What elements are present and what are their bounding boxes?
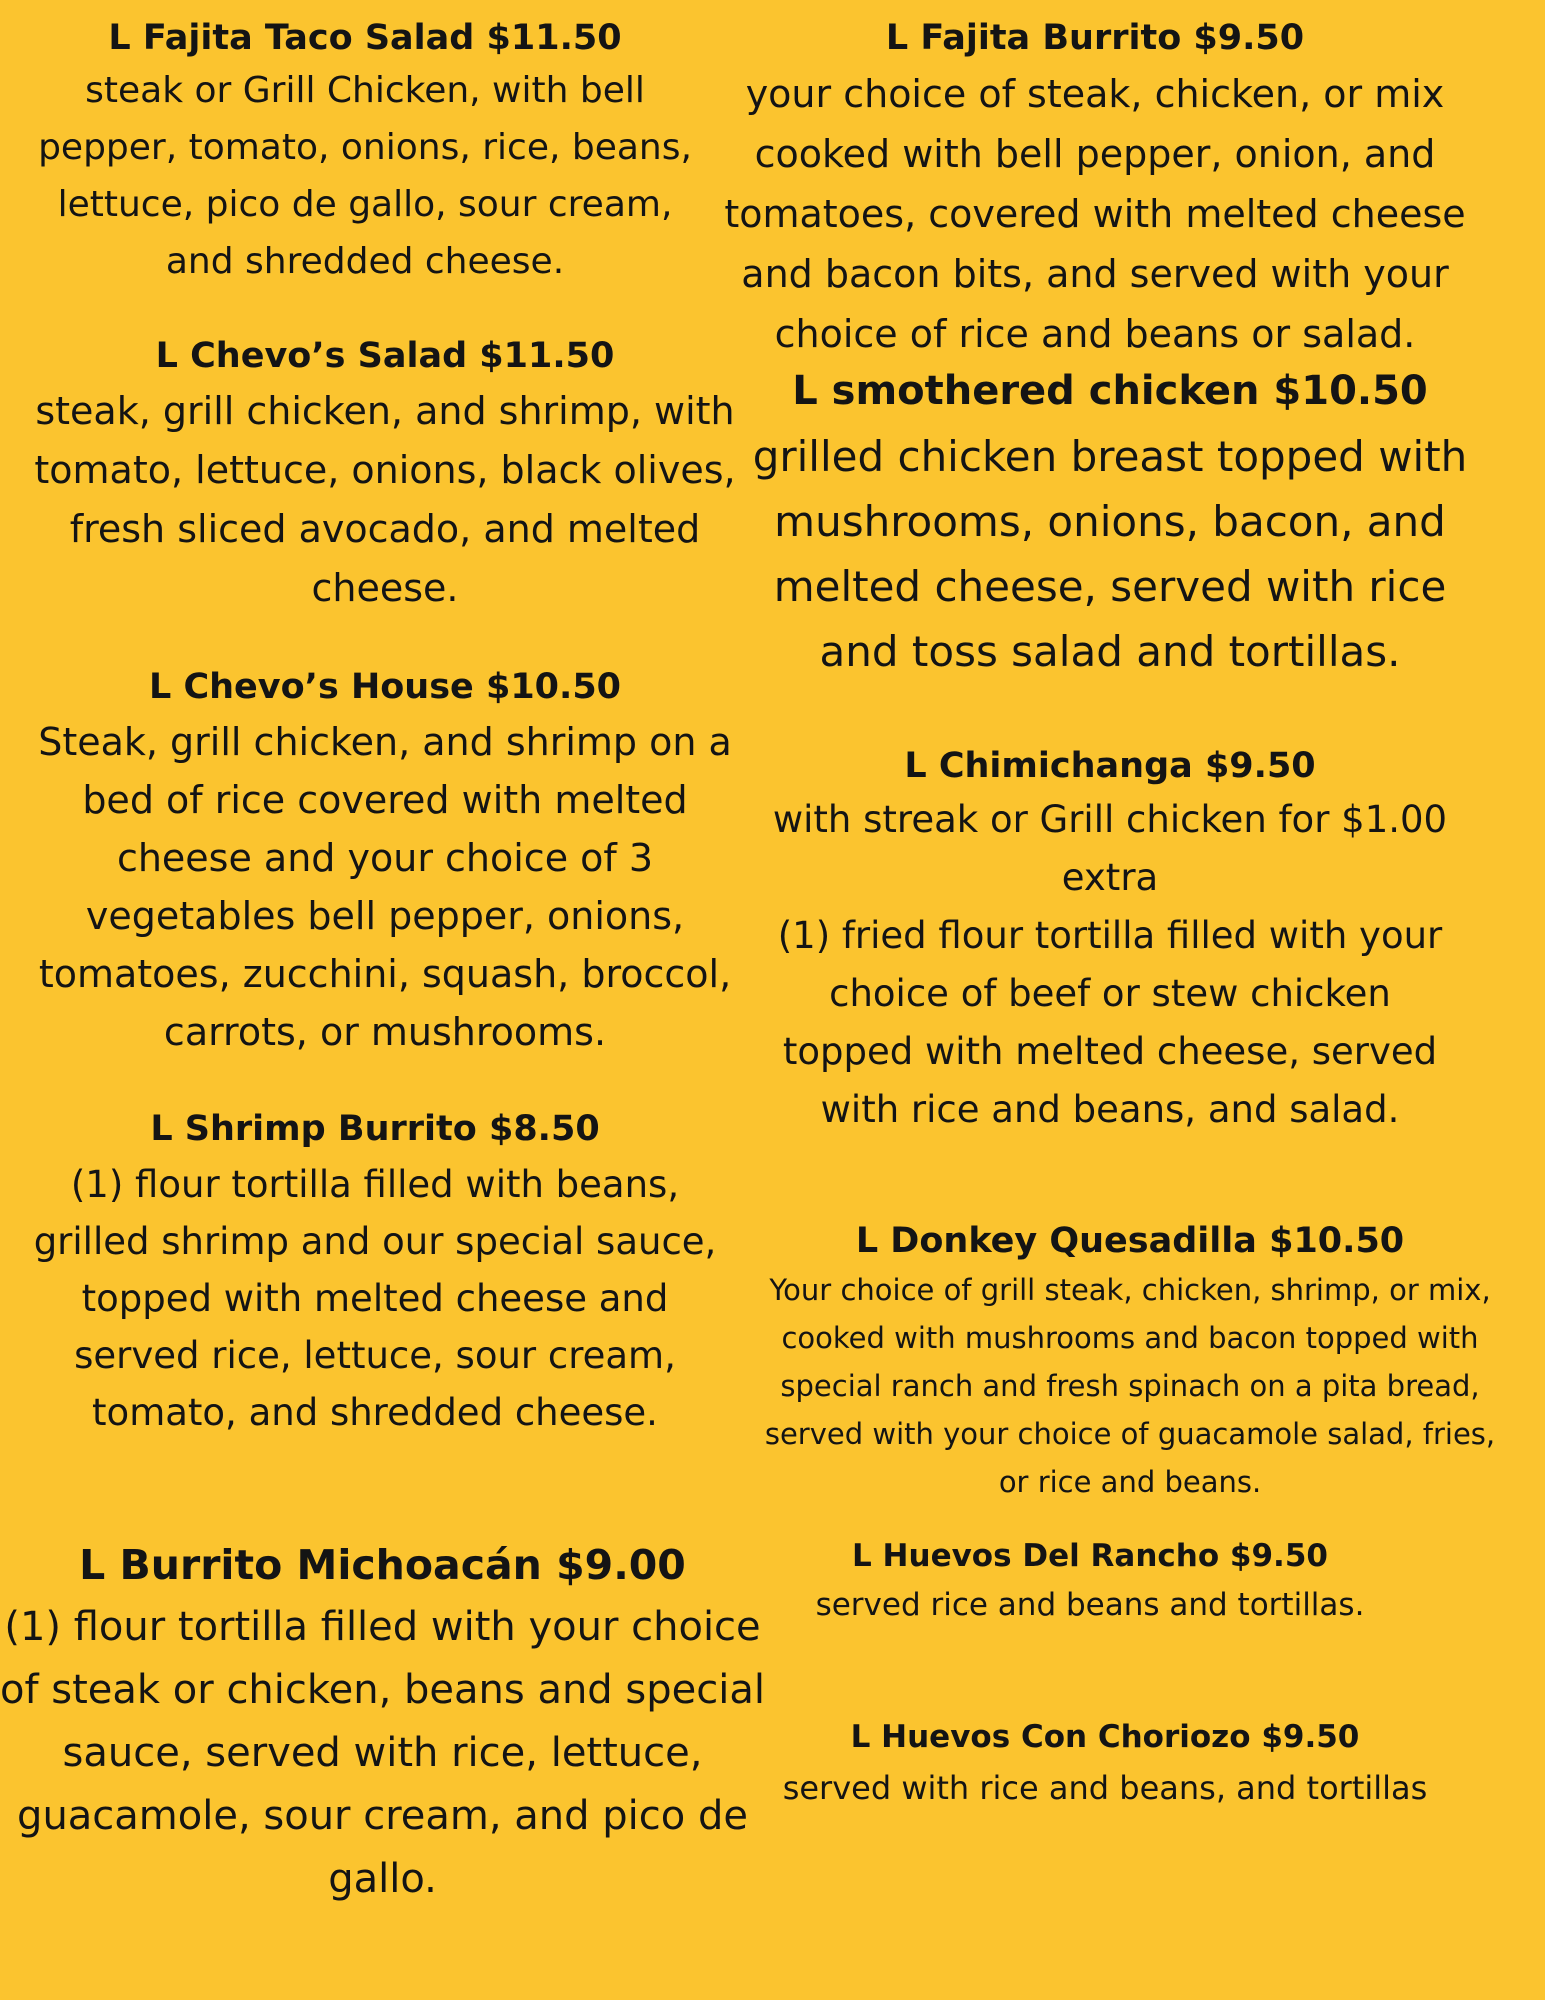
item-title: L Fajita Burrito $9.50 xyxy=(885,18,1305,58)
item-title: L Huevos Del Rancho $9.50 xyxy=(852,1538,1328,1574)
menu-item-chevos-salad xyxy=(20,330,750,618)
item-description: grilled chicken breast topped with mushrooms, onions, bacon, and melted cheese, served with rice and toss salad and tortillas. xyxy=(752,432,1468,676)
item-title: L Burrito Michoacán $9.00 xyxy=(79,1541,686,1589)
item-description: steak, grill chicken, and shrimp, with tomato, lettuce, onions, black olives, fresh sliced avocado, and melted cheese. xyxy=(34,389,736,610)
item-title: L Fajita Taco Salad $11.50 xyxy=(108,18,622,58)
item-description: Steak, grill chicken, and shrimp on a bed of rice covered with melted cheese and your choice of 3 vegetables bell pepper, onions, tomatoes, zucchini, squash, broccol, carrots, or mushrooms. xyxy=(38,720,732,1054)
menu-item-chimichanga xyxy=(760,741,1460,1139)
menu-item-fajita-burrito xyxy=(700,12,1490,364)
item-title: L Donkey Quesadilla $10.50 xyxy=(855,1221,1405,1261)
menu-item-fajita-taco-salad xyxy=(20,14,710,290)
item-title: L Shrimp Burrito $8.50 xyxy=(150,1109,600,1149)
menu-item-shrimp-burrito xyxy=(20,1102,730,1441)
item-title: L Chevo’s House $10.50 xyxy=(148,667,622,707)
item-description: your choice of steak, chicken, or mix cooked with bell pepper, onion, and tomatoes, covered with melted cheese and bacon bits, and served with your choice of rice and beans or salad. xyxy=(724,72,1466,356)
menu-item-smothered-chicken xyxy=(735,358,1485,684)
item-description: served rice and beans and tortillas. xyxy=(815,1587,1365,1623)
item-note: with streak or Grill chicken for $1.00 extra xyxy=(772,798,1448,899)
item-title: L Huevos Con Choriozo $9.50 xyxy=(850,1719,1360,1755)
item-description: served with rice and beans, and tortillas xyxy=(782,1769,1428,1807)
item-title: L smothered chicken $10.50 xyxy=(792,368,1428,414)
item-description: (1) flour tortilla filled with your choice of steak or chicken, beans and special sauce, served with rice, lettuce, guacamole, sour cream, and pico de gallo. xyxy=(0,1604,765,1902)
item-description: Your choice of grill steak, chicken, shrimp, or mix, cooked with mushrooms and bacon topped with special ranch and fresh spinach on a pita bread, served with your choice of guacamole salad, fries, or rice and beans. xyxy=(764,1273,1496,1499)
item-description: (1) flour tortilla filled with beans, grilled shrimp and our special sauce, topped with melted cheese and served rice, lettuce, sour cream, tomato, and shredded cheese. xyxy=(33,1163,717,1434)
item-description: steak or Grill Chicken, with bell pepper, tomato, onions, rice, beans, lettuce, pico de gallo, sour cream, and shredded cheese. xyxy=(38,70,692,282)
menu-item-chevos-house xyxy=(10,661,760,1061)
item-description: (1) fried flour tortilla filled with your choice of beef or stew chicken topped with melted cheese, served with rice and beans, and salad. xyxy=(777,914,1443,1131)
menu-item-donkey-quesadilla xyxy=(760,1216,1500,1506)
menu-item-huevos-del-rancho xyxy=(770,1532,1410,1631)
item-title: L Chimichanga $9.50 xyxy=(904,746,1316,786)
menu-item-burrito-michoacan xyxy=(0,1534,765,1911)
menu-item-huevos-con-choriozo xyxy=(750,1712,1460,1815)
item-title: L Chevo’s Salad $11.50 xyxy=(155,336,615,376)
